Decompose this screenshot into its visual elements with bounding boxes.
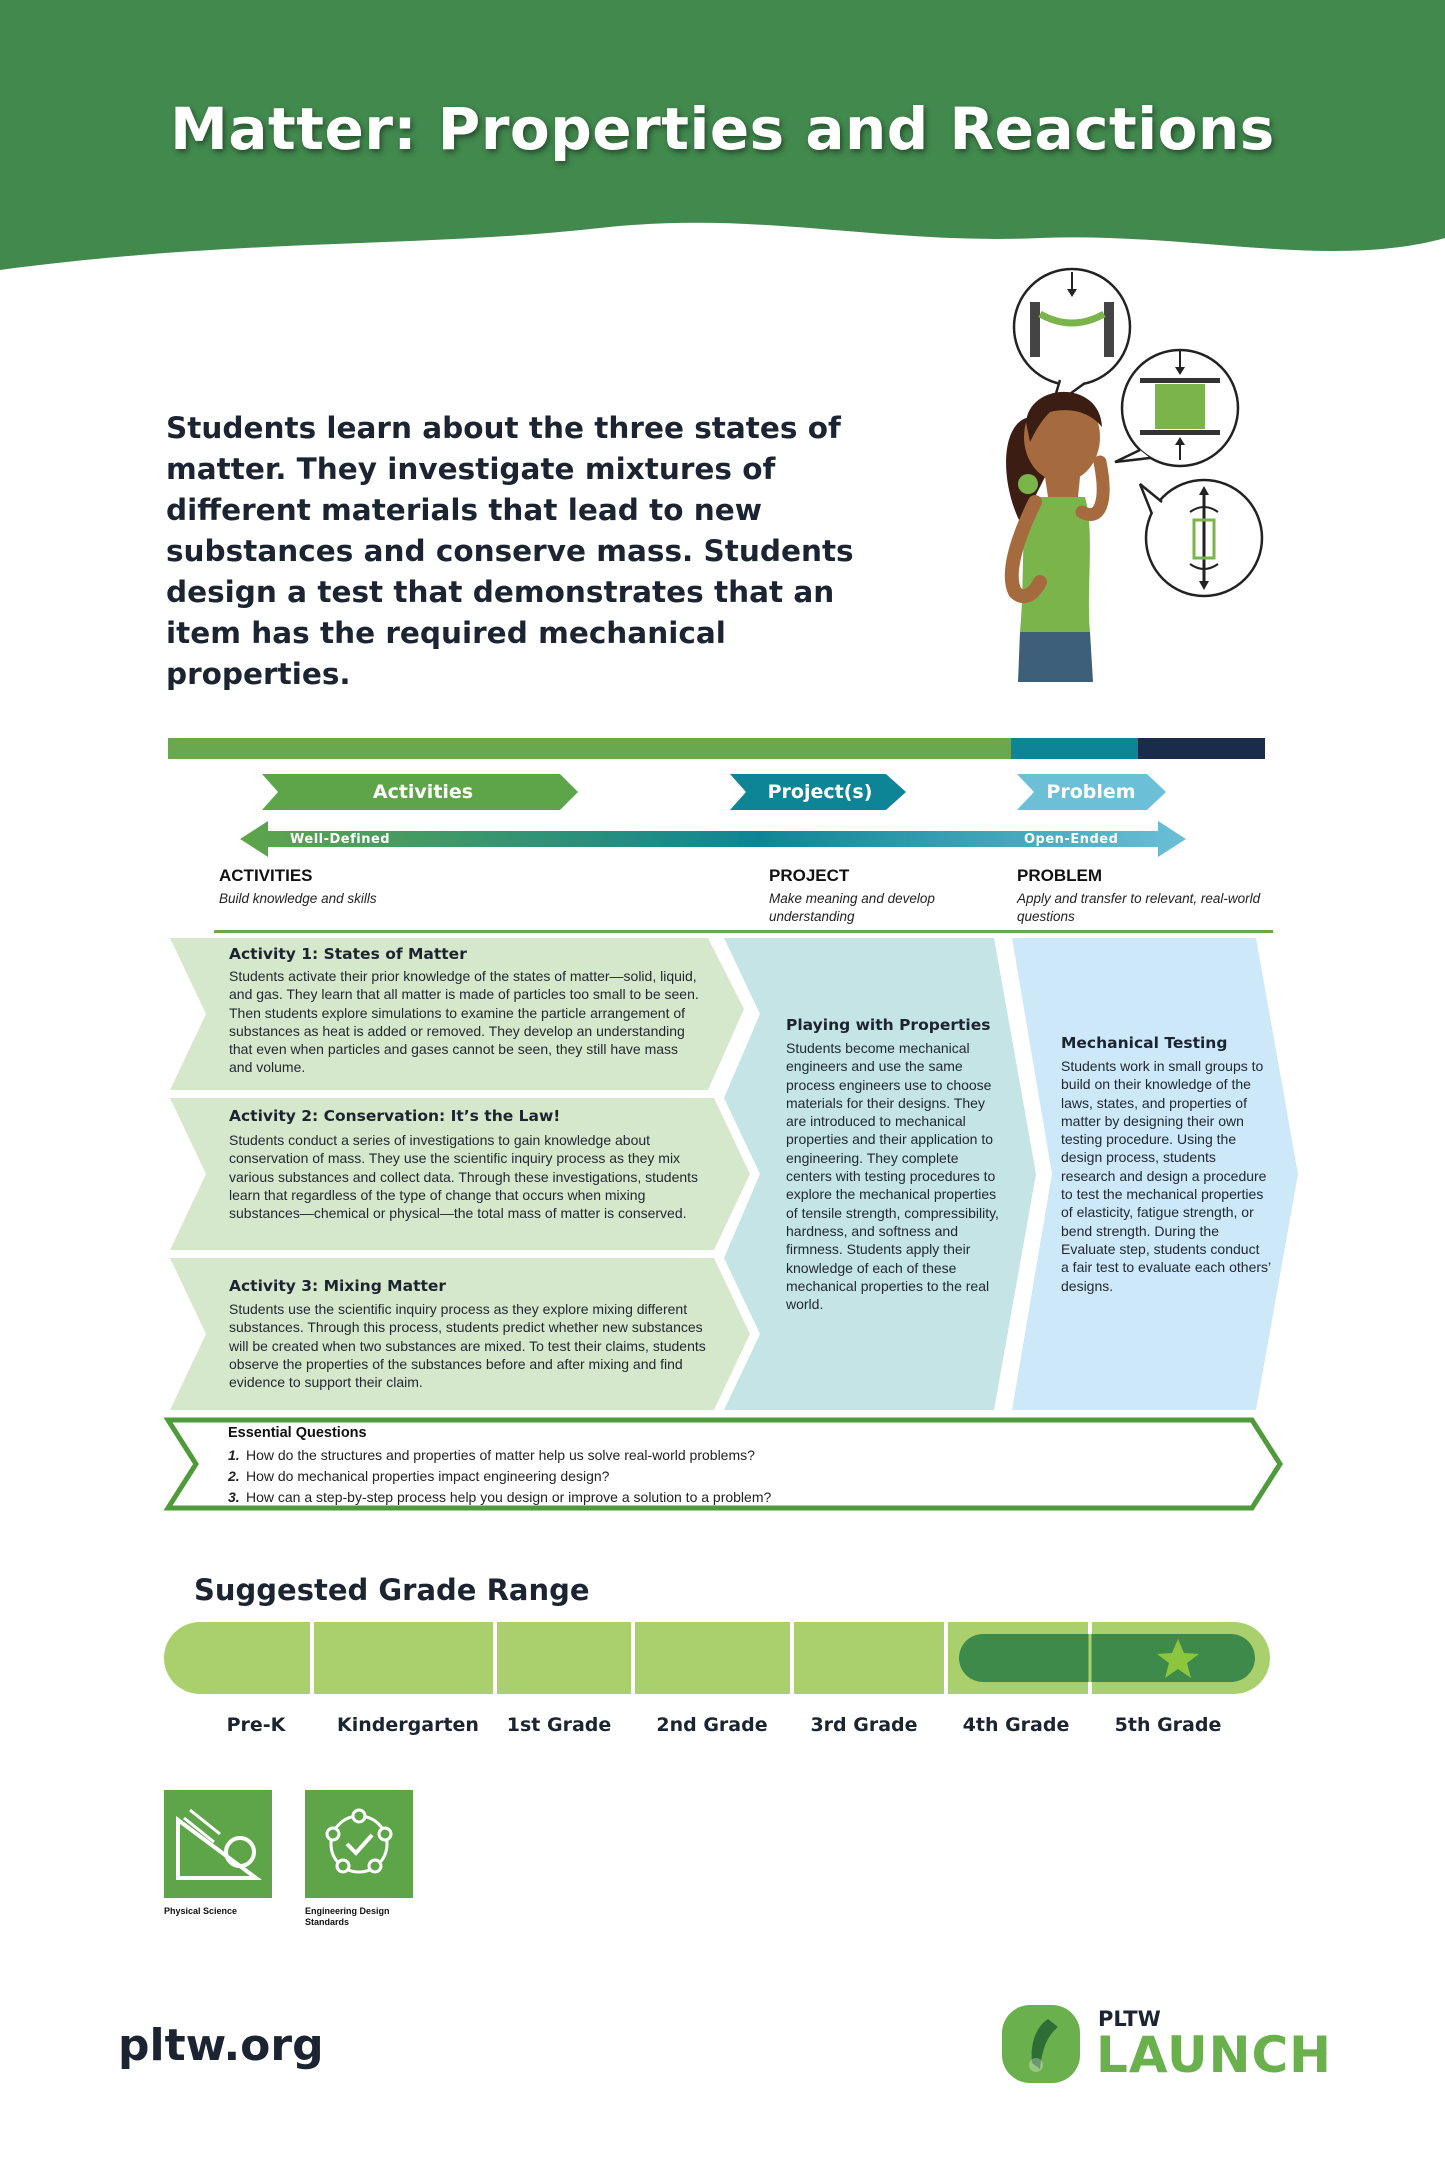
pathway-chevrons xyxy=(0,770,1445,870)
footer-url[interactable]: pltw.org xyxy=(118,2020,324,2071)
intro-paragraph: Students learn about the three states of matter. They investigate mixtures of different materials that lead to new substances and conserve mass. Students design a test that demonstrates that an item has the required mechanical properties. xyxy=(166,411,854,691)
activity-2-text: Students conduct a series of investigations to gain knowledge about conservation of mass. They use the scientific inquiry process as they mix various substances and collect data. Through these investigations, students learn that regardless of the type of change that occurs when mixing substances—chemical or physical—the total mass of matter is conserved. xyxy=(229,1132,699,1222)
pathway-bar-problem xyxy=(1138,738,1265,759)
logo-pltw-text: PLTW xyxy=(1098,2007,1161,2031)
column-heading-activities: ACTIVITIES xyxy=(219,866,313,885)
activity-2-title: Activity 2: Conservation: It’s the Law! xyxy=(229,1107,561,1125)
activity-3-title: Activity 3: Mixing Matter xyxy=(229,1277,447,1295)
engineering-design-label: Engineering Design Standards xyxy=(305,1906,390,1927)
chevron-problem-label: Problem xyxy=(1046,781,1136,803)
page-title: Matter: Properties and Reactions xyxy=(170,95,1275,163)
grade-label-kindergarten: Kindergarten xyxy=(337,1714,479,1736)
student-figure xyxy=(1006,392,1103,682)
column-subtitle-problem: Apply and transfer to relevant, real-world questions xyxy=(1017,891,1261,924)
grade-label-5th: 5th Grade xyxy=(1114,1714,1222,1736)
student-thinking-icon xyxy=(990,262,1280,682)
column-subtitle-activities: Build knowledge and skills xyxy=(219,891,377,906)
essential-questions-title: Essential Questions xyxy=(228,1425,367,1441)
grade-label-3rd: 3rd Grade xyxy=(810,1714,918,1736)
project-title: Playing with Properties xyxy=(786,1016,991,1034)
pathway-bar-activities xyxy=(168,738,1011,759)
grade-label-prek: Pre-K xyxy=(226,1714,286,1736)
grade-label-4th: 4th Grade xyxy=(962,1714,1070,1736)
pltw-launch-logo-icon xyxy=(1000,2003,1082,2085)
open-ended-label: Open-Ended xyxy=(1024,832,1119,847)
column-heading-project: PROJECT xyxy=(769,866,850,885)
compression-test-icon xyxy=(1115,350,1238,466)
chevron-activities-label: Activities xyxy=(372,781,474,803)
problem-text: Students work in small groups to build on their knowledge of the laws, states, and properties of matter by designing their own testing procedure. Using the design process, students research and design a procedure to test the mechanical properties of elasticity, fatigue strength, or bend strength. During the Evaluate step, students conduct a fair test to evaluate each others’ designs. xyxy=(1061,1058,1271,1294)
torsion-test-icon xyxy=(1140,480,1262,596)
engineering-design-icon xyxy=(305,1790,413,1898)
activity-1-title: Activity 1: States of Matter xyxy=(229,945,467,963)
grade-range-bar xyxy=(160,1618,1275,1698)
activity-3-text: Students use the scientific inquiry process as they explore mixing different substances. Through this process, students predict whether new substances will be created when two substances are mixed. To test their claims, students observe the properties of the substances before and after mixing and find evidence to support their claim. xyxy=(229,1301,706,1391)
problem-title: Mechanical Testing xyxy=(1061,1034,1228,1052)
logo-launch-text: LAUNCH xyxy=(1096,2026,1333,2084)
essential-question-3: 3. How can a step-by-step process help you design or improve a solution to a problem? xyxy=(228,1489,772,1505)
grade-highlight xyxy=(959,1634,1255,1682)
chevron-project-label: Project(s) xyxy=(767,781,873,803)
activity-1-text: Students activate their prior knowledge of the states of matter—solid, liquid, and gas. They learn that all matter is made of particles too small to be seen. Then students explore simulations to examine the particle arrangement of substances as heat is added or removed. They develop an understanding that even when particles and gases cannot be seen, they still have mass and volume. xyxy=(229,968,699,1076)
grade-label-1st: 1st Grade xyxy=(506,1714,612,1736)
grade-label-2nd: 2nd Grade xyxy=(656,1714,768,1736)
well-defined-label: Well-Defined xyxy=(290,832,391,847)
column-heading-problem: PROBLEM xyxy=(1017,866,1102,885)
physical-science-label: Physical Science xyxy=(164,1906,238,1916)
grade-range-title: Suggested Grade Range xyxy=(194,1573,590,1607)
physical-science-icon xyxy=(164,1790,272,1898)
project-text: Students become mechanical engineers and use the same process engineers use to choose materials for their designs. They are introduced to mechanical properties and their application to engineering. They complete centers with testing procedures to explore the mechanical properties of tensile strength, compressibility, hardness, and softness and firmness. Students apply their knowledge of each of these mechanical properties to the real world. xyxy=(786,1040,999,1313)
pathway-bar-project xyxy=(1011,738,1138,759)
essential-question-2: 2. How do mechanical properties impact engineering design? xyxy=(228,1468,610,1484)
tension-test-icon xyxy=(1014,269,1130,407)
column-subtitle-project: Make meaning and develop understanding xyxy=(769,891,935,924)
essential-question-1: 1. How do the structures and properties of matter help us solve real-world problems? xyxy=(228,1447,755,1463)
